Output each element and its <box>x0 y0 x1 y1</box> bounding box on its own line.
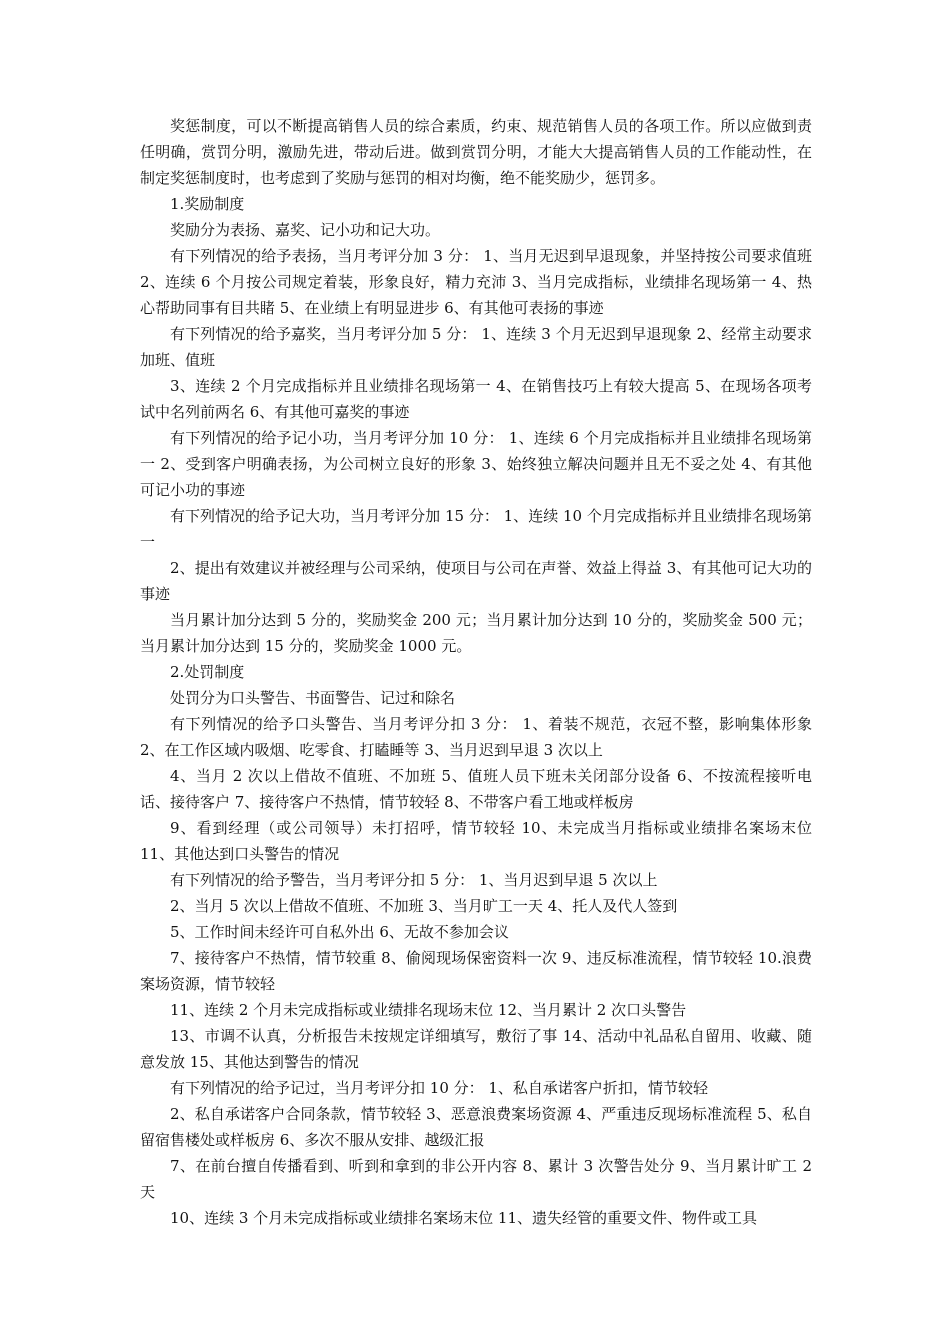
paragraph: 有下列情况的给予记小功，当月考评分加 10 分： 1、连续 6 个月完成指标并且业绩排名现场第一 2、受到客户明确表扬，为公司树立良好的形象 3、始终独立解决问题并且无不妥之处 4、有其他可记小功的事迹 <box>140 429 812 499</box>
paragraph: 有下列情况的给予口头警告、当月考评分扣 3 分： 1、着装不规范，衣冠不整，影响集体形象 2、在工作区域内吸烟、吃零食、打瞌睡等 3、当月迟到早退 3 次以上 <box>140 715 812 759</box>
paragraph: 7、接待客户不热情，情节较重 8、偷阅现场保密资料一次 9、违反标准流程，情节较轻 10.浪费案场资源，情节较轻 <box>140 949 812 993</box>
paragraph: 有下列情况的给予警告，当月考评分扣 5 分： 1、当月迟到早退 5 次以上 <box>170 871 658 889</box>
paragraph: 有下列情况的给予记大功，当月考评分加 15 分： 1、连续 10 个月完成指标并且业绩排名现场第一 <box>140 507 812 551</box>
section-heading-penalties: 2.处罚制度 <box>170 663 245 681</box>
paragraph: 7、在前台擅自传播看到、听到和拿到的非公开内容 8、累计 3 次警告处分 9、当月累计旷工 2 天 <box>140 1157 812 1201</box>
intro-paragraph: 奖惩制度，可以不断提高销售人员的综合素质，约束、规范销售人员的各项工作。所以应做到责任明确，赏罚分明，激励先进，带动后进。做到赏罚分明，才能大大提高销售人员的工作能动性，在制定奖惩制度时，也考虑到了奖励与惩罚的相对均衡，绝不能奖励少，惩罚多。 <box>140 117 812 187</box>
paragraph: 3、连续 2 个月完成指标并且业绩排名现场第一 4、在销售技巧上有较大提高 5、在现场各项考试中名列前两名 6、有其他可嘉奖的事迹 <box>140 377 812 421</box>
paragraph: 有下列情况的给予记过，当月考评分扣 10 分： 1、私自承诺客户折扣，情节较轻 <box>170 1079 708 1097</box>
paragraph: 10、连续 3 个月未完成指标或业绩排名案场末位 11、遗失经管的重要文件、物件或工具 <box>170 1209 758 1227</box>
paragraph: 处罚分为口头警告、书面警告、记过和除名 <box>170 689 456 707</box>
document-body <box>140 113 812 1231</box>
paragraph: 2、提出有效建议并被经理与公司采纳，使项目与公司在声誉、效益上得益 3、有其他可记大功的事迹 <box>140 559 812 603</box>
paragraph: 2、当月 5 次以上借故不值班、不加班 3、当月旷工一天 4、托人及代人签到 <box>170 897 678 915</box>
paragraph: 5、工作时间未经许可自私外出 6、无故不参加会议 <box>170 923 509 941</box>
paragraph: 2、私自承诺客户合同条款，情节较轻 3、恶意浪费案场资源 4、严重违反现场标准流程 5、私自留宿售楼处或样板房 6、多次不服从安排、越级汇报 <box>140 1105 812 1149</box>
paragraph: 当月累计加分达到 5 分的，奖励奖金 200 元；当月累计加分达到 10 分的，奖励奖金 500 元；当月累计加分达到 15 分的，奖励奖金 1000 元。 <box>140 611 812 655</box>
paragraph: 奖励分为表扬、嘉奖、记小功和记大功。 <box>170 221 441 239</box>
paragraph: 13、市调不认真，分析报告未按规定详细填写，敷衍了事 14、活动中礼品私自留用、收藏、随意发放 15、其他达到警告的情况 <box>140 1027 812 1071</box>
paragraph: 11、连续 2 个月未完成指标或业绩排名现场末位 12、当月累计 2 次口头警告 <box>170 1001 687 1019</box>
paragraph: 有下列情况的给予表扬，当月考评分加 3 分： 1、当月无迟到早退现象，并坚持按公司要求值班 2、连续 6 个月按公司规定着装，形象良好，精力充沛 3、当月完成指标，业绩排名现场第一 4、热心帮助同事有目共睹 5、在业绩上有明显进步 6、有其他可表扬的事迹 <box>140 247 812 317</box>
paragraph: 有下列情况的给予嘉奖，当月考评分加 5 分： 1、连续 3 个月无迟到早退现象 2、经常主动要求加班、值班 <box>140 325 812 369</box>
paragraph: 9、看到经理（或公司领导）未打招呼，情节较轻 10、未完成当月指标或业绩排名案场末位 11、其他达到口头警告的情况 <box>140 819 812 863</box>
paragraph: 4、当月 2 次以上借故不值班、不加班 5、值班人员下班未关闭部分设备 6、不按流程接听电话、接待客户 7、接待客户不热情，情节较轻 8、不带客户看工地或样板房 <box>140 767 812 811</box>
section-heading-rewards: 1.奖励制度 <box>170 195 245 213</box>
